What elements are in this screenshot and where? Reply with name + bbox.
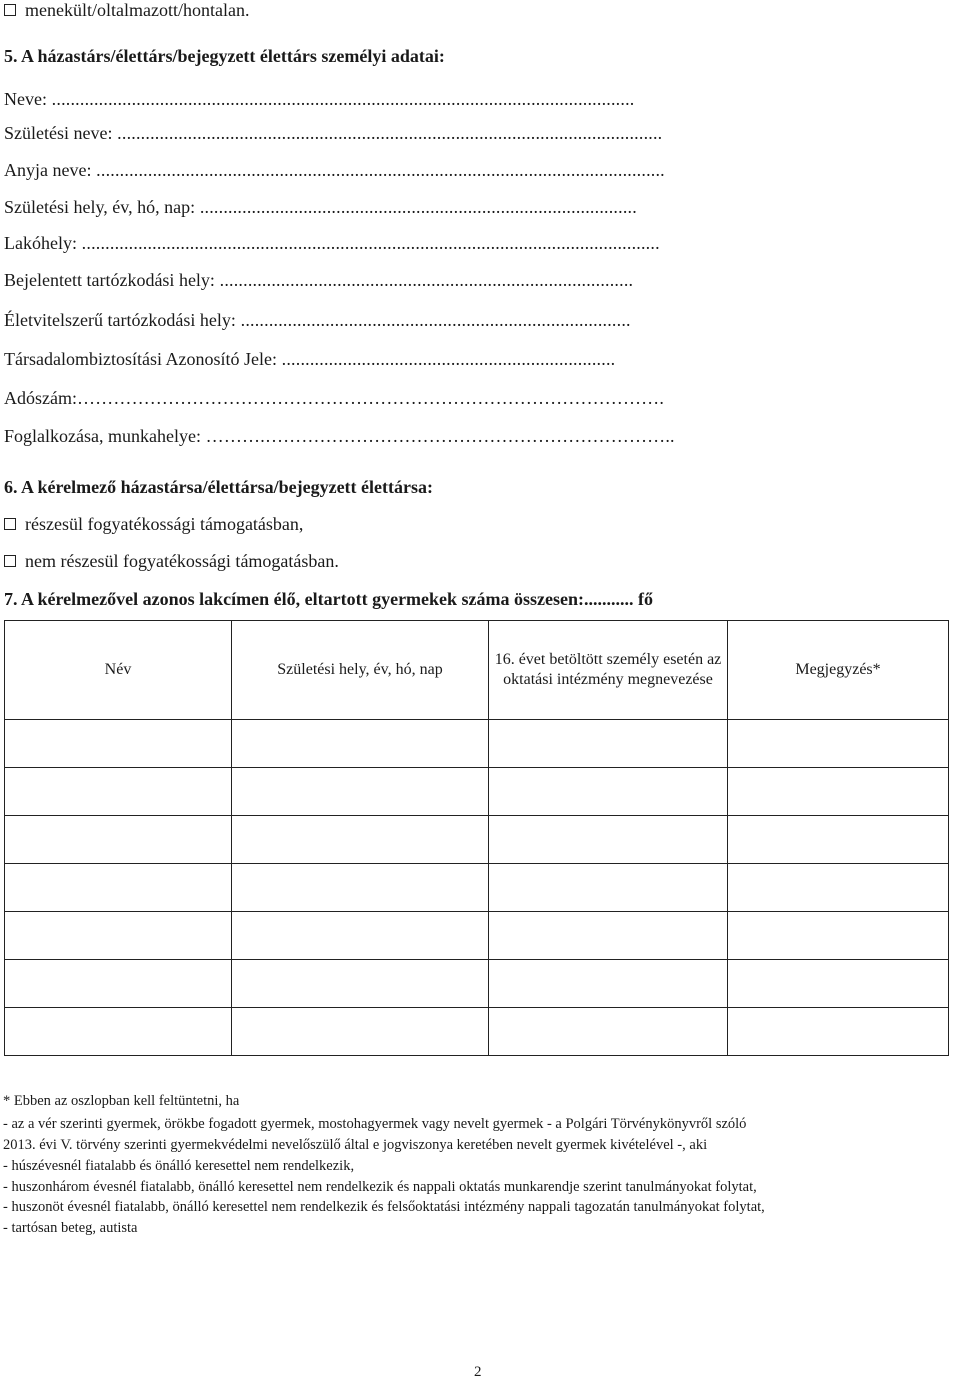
table-cell[interactable] (489, 1008, 728, 1056)
table-cell[interactable] (5, 816, 232, 864)
footnote-line: * Ebben az oszlopban kell feltüntetni, ha (3, 1093, 240, 1109)
table-cell[interactable] (5, 768, 232, 816)
table-cell[interactable] (232, 1008, 489, 1056)
footnote-line: - az a vér szerinti gyermek, örökbe fogadott gyermek, mostohagyermek vagy nevelt gyermek - a Polgári Törvénykönyvről szóló (3, 1116, 747, 1132)
table-cell[interactable] (489, 960, 728, 1008)
section5-heading: 5. A házastárs/élettárs/bejegyzett élettárs személyi adatai: (4, 46, 445, 66)
page-number: 2 (474, 1364, 482, 1380)
table-cell[interactable] (728, 768, 949, 816)
field-fill[interactable]: ……………………………………………………………………………………. (76, 388, 665, 408)
field-fill[interactable]: ............................................................................................................................ (46, 89, 635, 109)
field-label: Bejelentett tartózkodási hely: (4, 270, 215, 290)
field-fill[interactable]: ……….………………………………………………………….. (200, 426, 675, 446)
field-label: Társadalombiztosítási Azonosító Jele: (4, 349, 277, 369)
field-tax-number[interactable] (4, 388, 664, 409)
table-row (5, 1008, 949, 1056)
unit-label: fő (638, 589, 654, 609)
table-row (5, 768, 949, 816)
field-birth-place-date[interactable] (4, 197, 637, 218)
table-cell[interactable] (5, 1008, 232, 1056)
field-label: Lakóhely: (4, 233, 77, 253)
table-cell[interactable] (728, 912, 949, 960)
table-cell[interactable] (232, 720, 489, 768)
header-name: Név (5, 621, 232, 720)
field-fill[interactable]: ............................................................................................. (195, 197, 637, 217)
field-label: Életvitelszerű tartózkodási hely: (4, 310, 236, 330)
field-occupation[interactable] (4, 426, 675, 447)
field-birth-name[interactable] (4, 123, 662, 144)
field-fill[interactable]: ........................................................................................ (214, 270, 634, 290)
children-count-field[interactable]: ........... (584, 589, 634, 609)
table-cell[interactable] (5, 960, 232, 1008)
field-label: Születési hely, év, hó, nap: (4, 197, 196, 217)
table-row (5, 864, 949, 912)
field-taj[interactable] (4, 349, 615, 370)
table-cell[interactable] (489, 720, 728, 768)
field-mother-name[interactable] (4, 160, 665, 181)
table-cell[interactable] (728, 720, 949, 768)
table-header-row (5, 621, 949, 720)
footnote-line: - húszévesnél fiatalabb és önálló keresettel nem rendelkezik, (3, 1158, 355, 1174)
table-row (5, 912, 949, 960)
table-cell[interactable] (232, 912, 489, 960)
table-cell[interactable] (232, 960, 489, 1008)
table-cell[interactable] (489, 768, 728, 816)
table-cell[interactable] (5, 912, 232, 960)
field-residence[interactable] (4, 233, 660, 254)
table-row (5, 720, 949, 768)
option-refugee-label: menekült/oltalmazott/hontalan. (25, 0, 250, 20)
table-cell[interactable] (728, 1008, 949, 1056)
header-remark: Megjegyzés* (728, 621, 949, 720)
option-label: nem részesül fogyatékossági támogatásban. (25, 551, 339, 571)
field-label: Neve: (4, 89, 47, 109)
header-institution: 16. évet betöltött személy esetén az oktatási intézmény megnevezése (489, 621, 728, 720)
field-fill[interactable]: ....................................................................... (276, 349, 616, 369)
checkbox-icon[interactable] (4, 4, 16, 16)
table-cell[interactable] (5, 864, 232, 912)
section7-title: 7. A kérelmezővel azonos lakcímen élő, eltartott gyermekek száma összesen: (4, 589, 585, 609)
table-cell[interactable] (489, 816, 728, 864)
table-cell[interactable] (232, 816, 489, 864)
table-row (5, 816, 949, 864)
field-fill[interactable]: .................................................................................................................... (112, 123, 663, 143)
footnote-line: - huszonöt évesnél fiatalabb, önálló keresettel nem rendelkezik és felsőoktatási intézmény nappali tagozatán tanulmányokat folytat, (3, 1199, 765, 1215)
footnote-line: - tartósan beteg, autista (3, 1220, 138, 1236)
table-cell[interactable] (232, 768, 489, 816)
footnote-line: - huszonhárom évesnél fiatalabb, önálló keresettel nem rendelkezik és nappali oktatás munkarendje szerint tanulmányokat folytat, (3, 1179, 757, 1195)
field-label: Foglalkozása, munkahelye: (4, 426, 201, 446)
option-label: részesül fogyatékossági támogatásban, (25, 514, 304, 534)
table-cell[interactable] (728, 960, 949, 1008)
field-fill[interactable]: ......................................................................................................................... (91, 160, 665, 180)
option-receives-support[interactable] (4, 514, 303, 535)
checkbox-icon[interactable] (4, 518, 16, 530)
table-cell[interactable] (5, 720, 232, 768)
field-fill[interactable]: ................................................................................... (235, 310, 631, 330)
header-birth-place-date: Születési hely, év, hó, nap (232, 621, 489, 720)
table-row (5, 960, 949, 1008)
table-cell[interactable] (489, 912, 728, 960)
field-label: Adószám: (4, 388, 77, 408)
field-actual-address[interactable] (4, 310, 631, 331)
table-cell[interactable] (728, 816, 949, 864)
field-registered-address[interactable] (4, 270, 633, 291)
option-refugee[interactable] (4, 0, 249, 21)
section6-heading: 6. A kérelmező házastársa/élettársa/bejegyzett élettársa: (4, 477, 434, 497)
table-cell[interactable] (232, 864, 489, 912)
field-name[interactable] (4, 89, 634, 110)
field-label: Anyja neve: (4, 160, 92, 180)
table-cell[interactable] (728, 864, 949, 912)
children-table (4, 620, 949, 1056)
footnote-line: 2013. évi V. törvény szerinti gyermekvédelmi nevelőszülő által e jogviszonya keretében nevelt gyermek kivételével -, aki (3, 1137, 708, 1153)
field-label: Születési neve: (4, 123, 113, 143)
option-not-receives-support[interactable] (4, 551, 339, 572)
checkbox-icon[interactable] (4, 555, 16, 567)
table-cell[interactable] (489, 864, 728, 912)
field-fill[interactable]: ........................................................................................................................... (76, 233, 660, 253)
section7-heading (4, 589, 653, 610)
